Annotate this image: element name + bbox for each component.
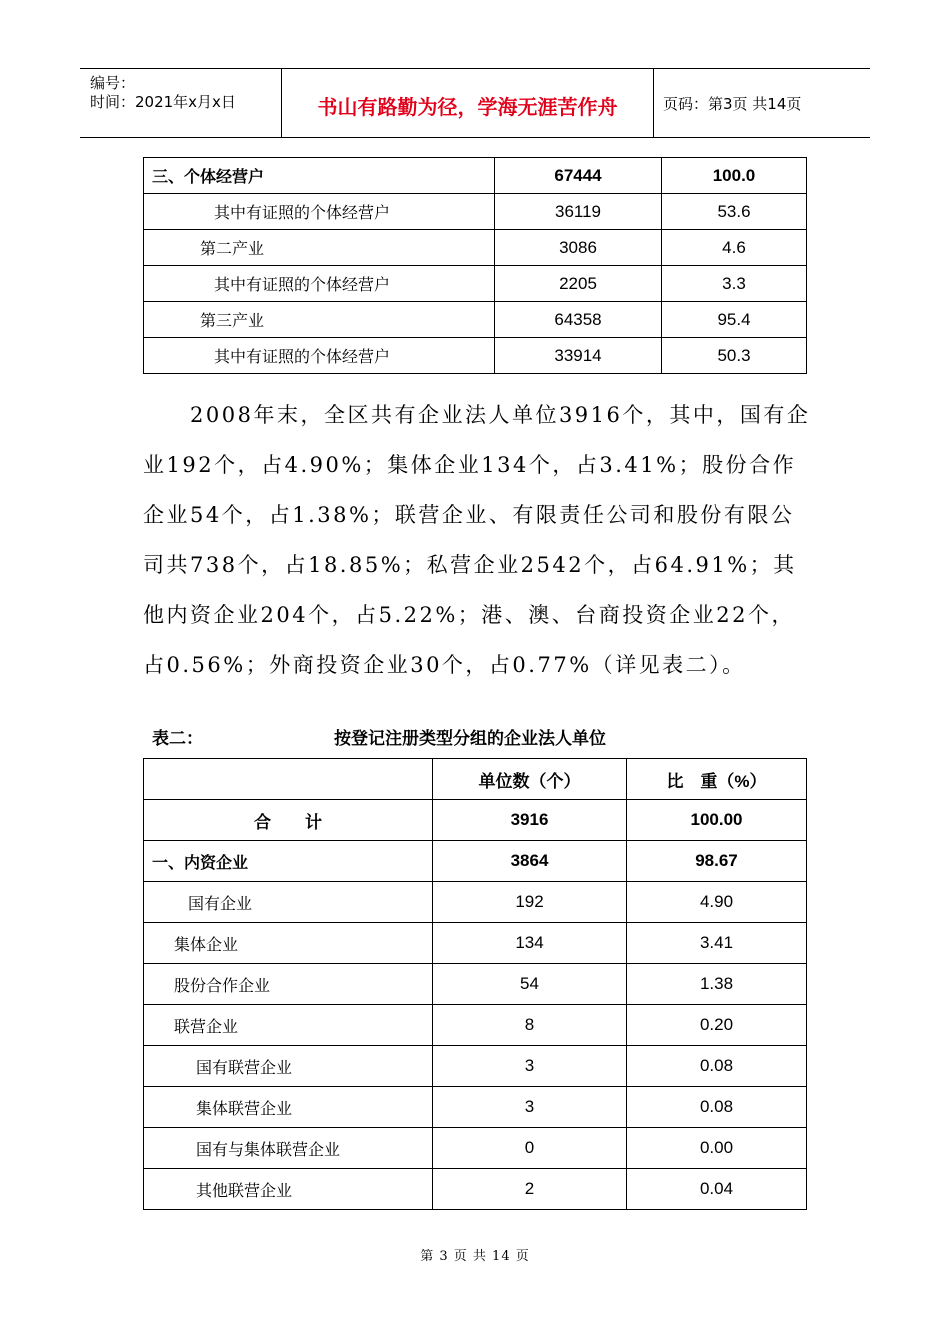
row-count: 2205 xyxy=(495,266,662,302)
row-count: 54 xyxy=(433,964,627,1005)
row-percent: 95.4 xyxy=(662,302,807,338)
row-percent: 3.3 xyxy=(662,266,807,302)
row-percent: 0.08 xyxy=(627,1046,807,1087)
row-percent: 100.00 xyxy=(627,800,807,841)
row-label: 国有企业 xyxy=(144,882,433,923)
table-row xyxy=(144,266,807,302)
table-row xyxy=(144,1005,807,1046)
row-percent: 4.6 xyxy=(662,230,807,266)
row-percent: 98.67 xyxy=(627,841,807,882)
row-label: 其中有证照的个体经营户 xyxy=(144,266,495,302)
row-percent: 50.3 xyxy=(662,338,807,374)
table-row xyxy=(144,158,807,194)
table-row xyxy=(144,1087,807,1128)
table-row xyxy=(144,1128,807,1169)
header-motto: 书山有路勤为径，学海无涯苦作舟 xyxy=(317,95,618,119)
row-count: 0 xyxy=(433,1128,627,1169)
row-percent: 0.04 xyxy=(627,1169,807,1210)
table-caption-title: 按登记注册类型分组的企业法人单位 xyxy=(334,729,606,749)
table-row xyxy=(144,923,807,964)
row-label: 其中有证照的个体经营户 xyxy=(144,338,495,374)
table-row xyxy=(144,841,807,882)
row-count: 3864 xyxy=(433,841,627,882)
row-count: 192 xyxy=(433,882,627,923)
table-row xyxy=(144,882,807,923)
doc-date: 时间：2021年x月x日 xyxy=(90,93,236,111)
table-caption-label: 表二： xyxy=(152,729,203,749)
row-label: 国有与集体联营企业 xyxy=(144,1128,433,1169)
table-enterprise-by-registration xyxy=(143,758,807,1210)
table-row xyxy=(144,302,807,338)
row-percent: 53.6 xyxy=(662,194,807,230)
row-label: 三、个体经营户 xyxy=(144,158,495,194)
table-row xyxy=(144,1169,807,1210)
doc-number-label: 编号： xyxy=(90,74,136,92)
page-header xyxy=(80,68,870,138)
row-count: 33914 xyxy=(495,338,662,374)
row-count: 3 xyxy=(433,1046,627,1087)
row-count: 3916 xyxy=(433,800,627,841)
header-cell xyxy=(144,759,433,800)
row-label: 国有联营企业 xyxy=(144,1046,433,1087)
table-row xyxy=(144,800,807,841)
table-row xyxy=(144,230,807,266)
header-cell: 单位数（个） xyxy=(433,759,627,800)
body-paragraph xyxy=(143,390,813,690)
row-count: 8 xyxy=(433,1005,627,1046)
row-count: 2 xyxy=(433,1169,627,1210)
row-percent: 1.38 xyxy=(627,964,807,1005)
paragraph-text: 2008年末，全区共有企业法人单位3916个，其中，国有企业192个，占4.90%；集体企业134个，占3.41%；股份合作企业54个，占1.38%；联营企业、有限责任公司和股份有限公司共738个，占18.85%；私营企业2542个，占64.91%；其他内资企业204个，占5.22%；港、澳、台商投资企业22个，占0.56%；外商投资企业30个，占0.77%（详见表二）。 xyxy=(143,403,811,677)
row-percent: 0.20 xyxy=(627,1005,807,1046)
row-count: 67444 xyxy=(495,158,662,194)
row-label: 其中有证照的个体经营户 xyxy=(144,194,495,230)
row-count: 36119 xyxy=(495,194,662,230)
row-percent: 0.08 xyxy=(627,1087,807,1128)
table-header-row xyxy=(144,759,807,800)
row-count: 134 xyxy=(433,923,627,964)
row-label: 第二产业 xyxy=(144,230,495,266)
row-label: 第三产业 xyxy=(144,302,495,338)
row-label: 合 计 xyxy=(144,800,433,841)
row-percent: 4.90 xyxy=(627,882,807,923)
table-row xyxy=(144,194,807,230)
header-page-number: 页码：第3页 共14页 xyxy=(663,95,802,113)
row-label: 集体联营企业 xyxy=(144,1087,433,1128)
row-percent: 3.41 xyxy=(627,923,807,964)
row-percent: 0.00 xyxy=(627,1128,807,1169)
row-percent: 100.0 xyxy=(662,158,807,194)
page-footer: 第 3 页 共 14 页 xyxy=(420,1249,530,1264)
row-label: 联营企业 xyxy=(144,1005,433,1046)
row-count: 64358 xyxy=(495,302,662,338)
table-row xyxy=(144,1046,807,1087)
header-divider xyxy=(653,69,654,137)
row-label: 一、内资企业 xyxy=(144,841,433,882)
header-cell: 比 重（%） xyxy=(627,759,807,800)
row-count: 3086 xyxy=(495,230,662,266)
row-label: 股份合作企业 xyxy=(144,964,433,1005)
table-row xyxy=(144,338,807,374)
row-label: 集体企业 xyxy=(144,923,433,964)
row-count: 3 xyxy=(433,1087,627,1128)
table-row xyxy=(144,964,807,1005)
row-label: 其他联营企业 xyxy=(144,1169,433,1210)
table-individual-businesses xyxy=(143,157,807,374)
